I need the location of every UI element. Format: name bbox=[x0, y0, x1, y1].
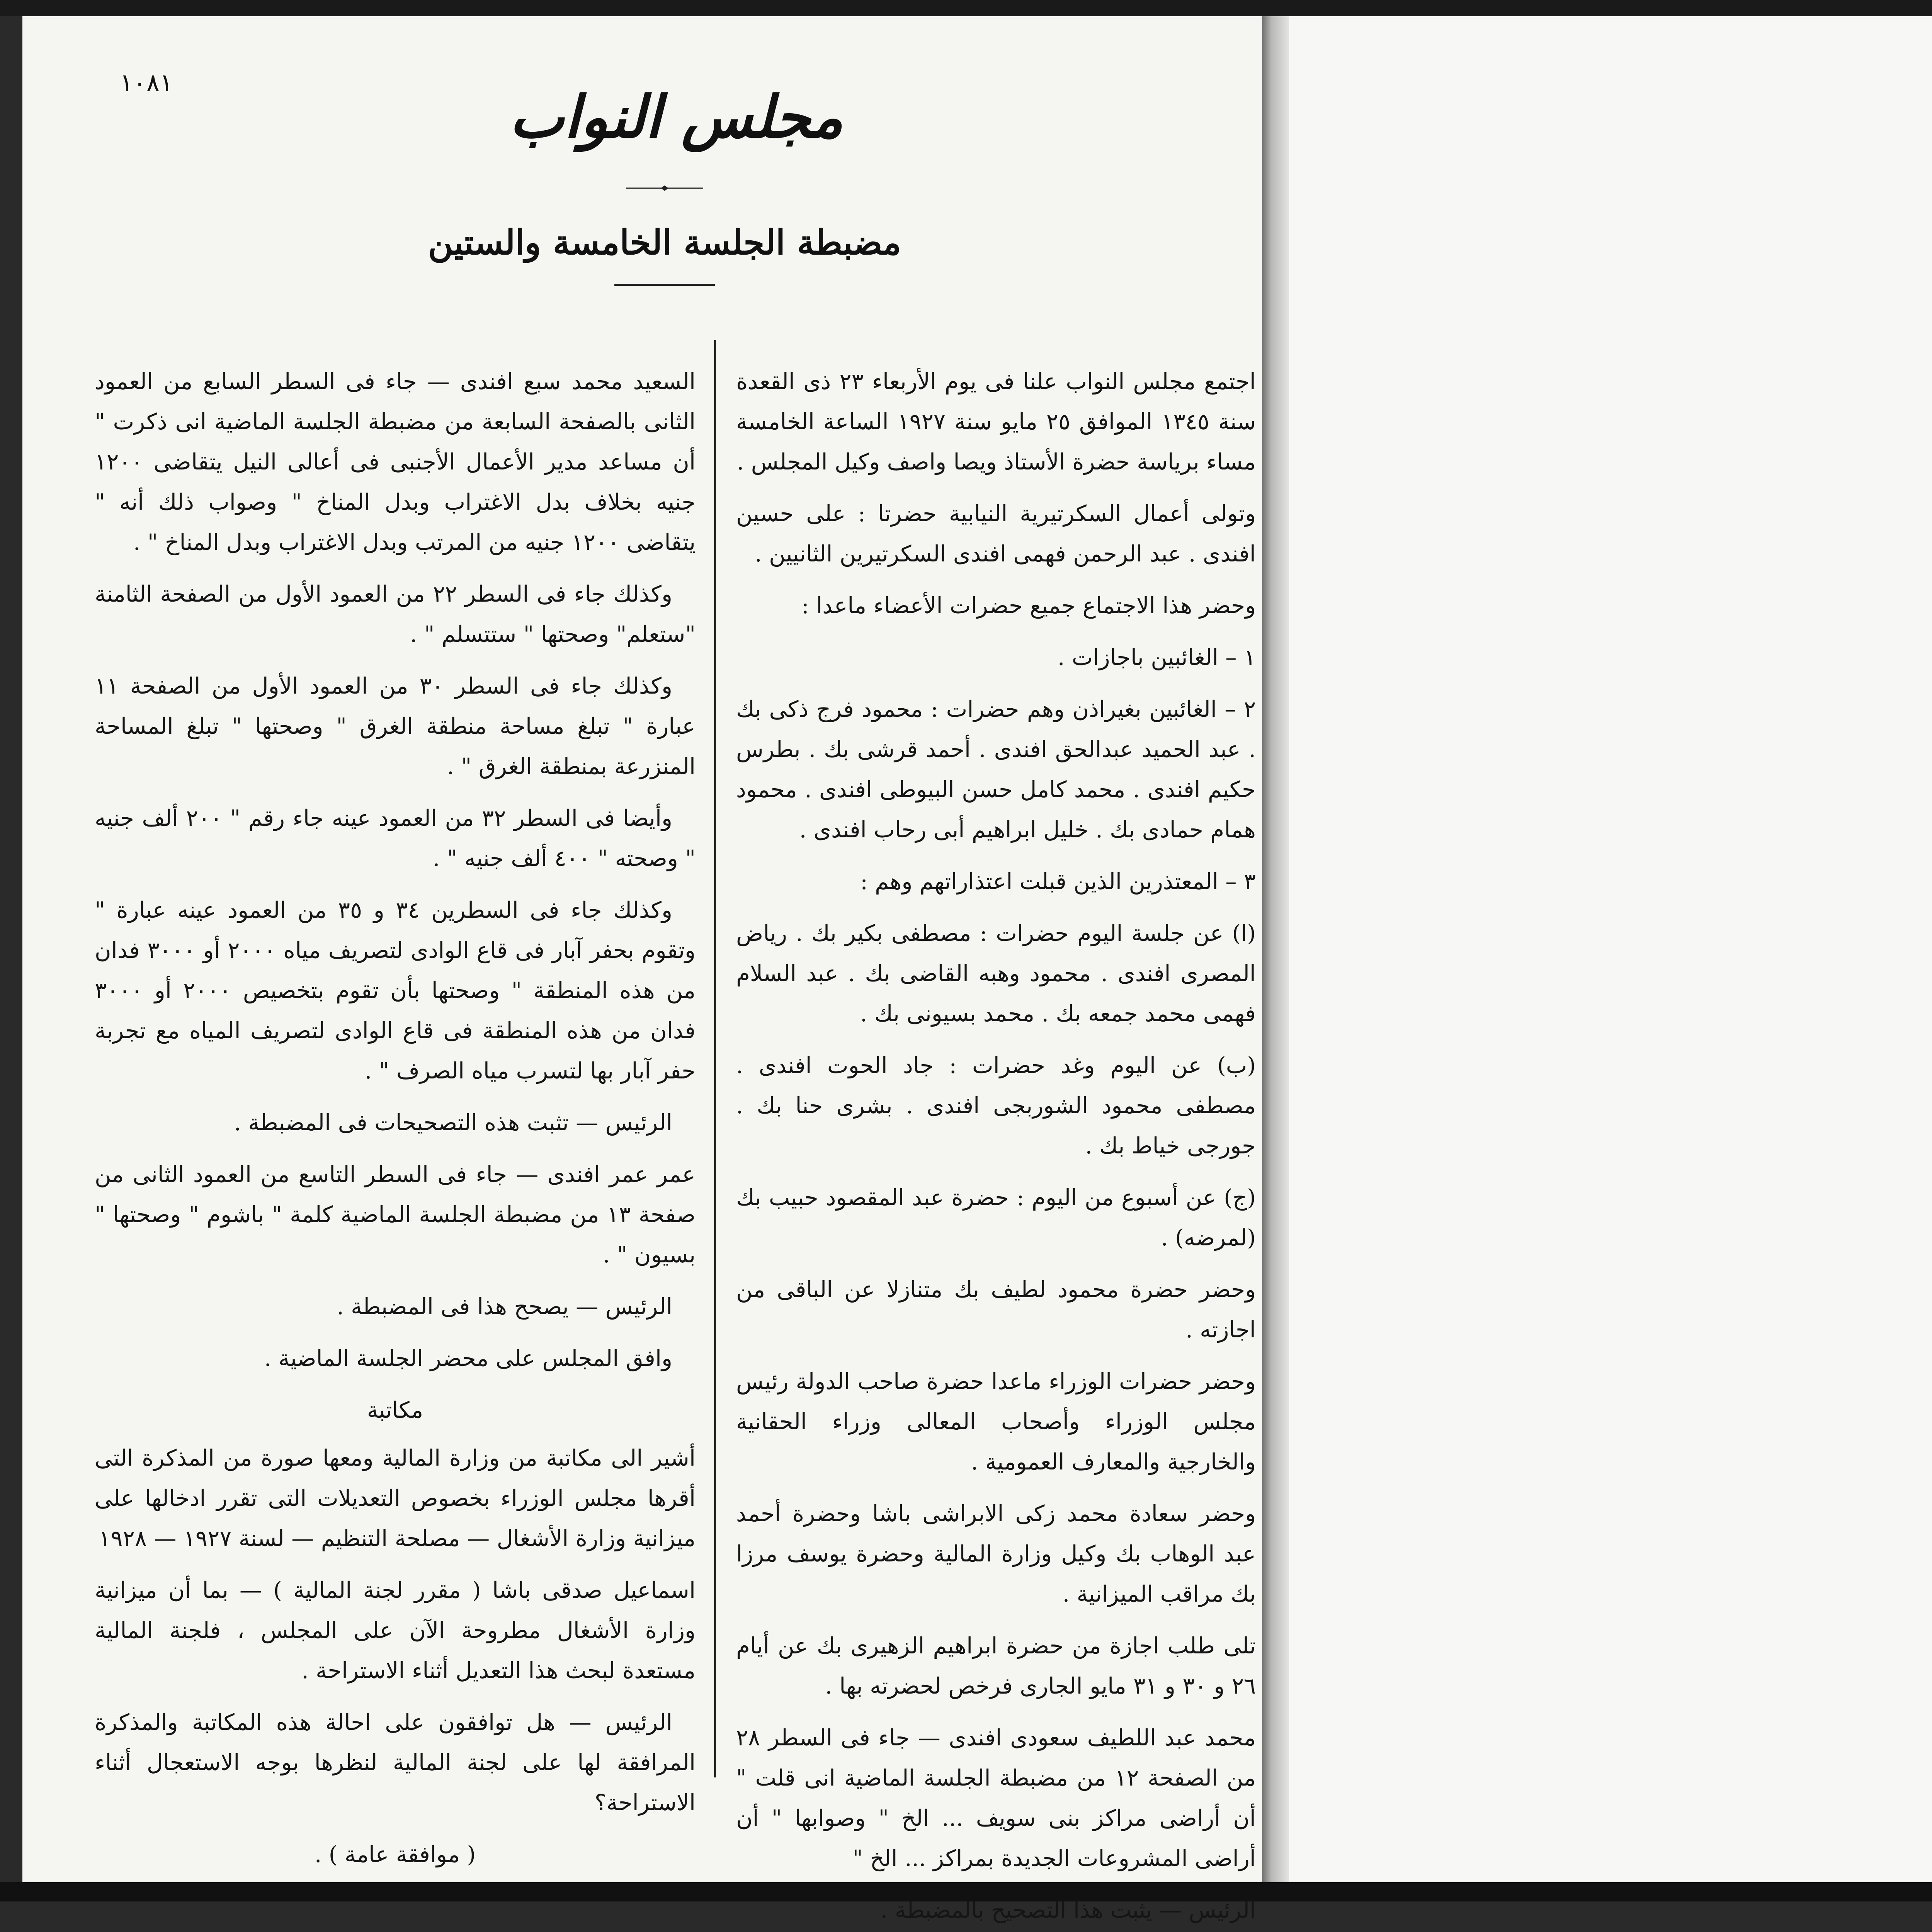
paragraph: الرئيس — يصحح هذا فى المضبطة . bbox=[337, 1293, 672, 1320]
scanner-top-edge bbox=[0, 0, 1932, 16]
paragraph: وكذلك جاء فى السطر ٣٠ من العمود الأول من الصفحة ١١ عبارة " تبلغ مساحة منطقة الغرق " وصحتها " تبلغ المساحة المنزرعة بمنطقة الغرق " . bbox=[95, 673, 696, 779]
paragraph: وحضر هذا الاجتماع جميع حضرات الأعضاء ماعدا : bbox=[801, 592, 1256, 619]
paragraph: وأيضا فى السطر ٣٢ من العمود عينه جاء رقم " ٢٠٠ ألف جنيه " وصحته " ٤٠٠ ألف جنيه " . bbox=[95, 805, 696, 871]
left-text-column bbox=[95, 361, 696, 1882]
paragraph: وتولى أعمال السكرتيرية النيابية حضرتا : على حسين افندى . عبد الرحمن فهمى افندى السكرتيرين الثانيين . bbox=[736, 500, 1256, 567]
paragraph: عمر عمر افندى — جاء فى السطر التاسع من العمود الثانى من صفحة ١٣ من مضبطة الجلسة الماضية كلمة " باشوم " وصحتها " بسيون " . bbox=[95, 1161, 696, 1268]
session-title: مضبطة الجلسة الخامسة والستين bbox=[428, 222, 901, 262]
section-subheading: مكاتبة bbox=[367, 1397, 423, 1423]
paragraph: وحضر سعادة محمد زكى الابراشى باشا وحضرة أحمد عبد الوهاب بك وكيل وزارة المالية وحضرة يوسف مرزا بك مراقب الميزانية . bbox=[736, 1500, 1256, 1607]
column-divider bbox=[714, 340, 716, 1777]
book-gutter bbox=[1262, 16, 1289, 1901]
paragraph: ٢ – الغائبين بغيراذن وهم حضرات : محمود فرج ذكى بك . عبد الحميد عبدالحق افندى . أحمد قرشى بك . بطرس حكيم افندى . محمد كامل حسن البيوطى افندى . محمود همام حمادى بك . خليل ابراهيم أبى رحاب افندى . bbox=[736, 696, 1256, 843]
paragraph: اسماعيل صدقى باشا ( مقرر لجنة المالية ) — بما أن ميزانية وزارة الأشغال مطروحة الآن على المجلس ، فلجنة المالية مستعدة لبحث هذا التعديل أثناء الاستراحة . bbox=[95, 1577, 696, 1684]
paragraph: ٣ – المعتذرين الذين قبلت اعتذاراتهم وهم : bbox=[860, 868, 1256, 895]
paragraph: أشير الى مكاتبة من وزارة المالية ومعها صورة من المذكرة التى أقرها مجلس الوزراء بخصوص التعديلات التى تقرر ادخالها على ميزانية وزارة الأشغال — مصلحة التنظيم — لسنة ١٩٢٧ — ١٩٢٨ bbox=[95, 1445, 696, 1551]
right-text-column bbox=[736, 361, 1256, 1932]
title-rule bbox=[614, 284, 715, 286]
paragraph: (ا) عن جلسة اليوم حضرات : مصطفى بكير بك . رياض المصرى افندى . محمود وهبه القاضى بك . عبد السلام فهمى محمد جمعه بك . محمد بسيونى بك . bbox=[736, 920, 1256, 1027]
paragraph: الرئيس — تثبت هذه التصحيحات فى المضبطة . bbox=[234, 1109, 672, 1136]
paragraph: اجتمع مجلس النواب علنا فى يوم الأربعاء ٢٣ ذى القعدة سنة ١٣٤٥ الموافق ٢٥ مايو سنة ١٩٢٧ الساعة الخامسة مساء برياسة حضرة الأستاذ ويصا واصف وكيل المجلس . bbox=[736, 368, 1256, 475]
paragraph: وكذلك جاء فى السطر ٢٢ من العمود الأول من الصفحة الثامنة "ستعلم" وصحتها " ستتسلم " . bbox=[95, 581, 696, 647]
paragraph: (ج) عن أسبوع من اليوم : حضرة عبد المقصود حبيب بك (لمرضه) . bbox=[736, 1184, 1256, 1251]
paragraph: وحضر حضرات الوزراء ماعدا حضرة صاحب الدولة رئيس مجلس الوزراء وأصحاب المعالى وزراء الحقانية والخارجية والمعارف العمومية . bbox=[736, 1368, 1256, 1475]
paragraph: الرئيس — يثبت هذا التصحيح بالمضبطة . bbox=[880, 1897, 1256, 1923]
page-title: مجلس النواب bbox=[509, 83, 843, 151]
paragraph: ١ – الغائبين باجازات . bbox=[1057, 644, 1256, 670]
paragraph: محمد عبد اللطيف سعودى افندى — جاء فى السطر ٢٨ من الصفحة ١٢ من مضبطة الجلسة الماضية انى قلت " أن أراضى مراكز بنى سويف ... الخ " وصوابها " أن أراضى المشروعات الجديدة بمراكز ... الخ " bbox=[736, 1725, 1256, 1871]
paragraph: تلى طلب اجازة من حضرة ابراهيم الزهيرى بك عن أيام ٢٦ و ٣٠ و ٣١ مايو الجارى فرخص لحضرته بها . bbox=[736, 1633, 1256, 1699]
paragraph: وافق المجلس على محضر الجلسة الماضية . bbox=[264, 1345, 672, 1371]
paragraph: الرئيس — هل توافقون على احالة هذه المكاتبة والمذكرة المرافقة لها على لجنة المالية لنظرها بوجه الاستعجال أثناء الاستراحة؟ bbox=[95, 1709, 696, 1816]
paragraph: ( موافقة عامة ) . bbox=[314, 1841, 476, 1867]
right-blank-page bbox=[1289, 16, 1932, 1901]
title-ornament bbox=[626, 185, 703, 191]
paragraph: (ب) عن اليوم وغد حضرات : جاد الحوت افندى . مصطفى محمود الشوربجى افندى . بشرى حنا بك . جورجى خياط بك . bbox=[736, 1052, 1256, 1159]
paragraph: السعيد محمد سبع افندى — جاء فى السطر السابع من العمود الثانى بالصفحة السابعة من مضبطة الجلسة الماضية انى ذكرت " أن مساعد مدير الأعمال الأجنبى فى أعالى النيل يتقاضى ١٢٠٠ جنيه بخلاف بدل الاغتراب وبدل المناخ " وصواب ذلك أنه " يتقاضى ١٢٠٠ جنيه من المرتب وبدل الاغتراب وبدل المناخ " . bbox=[95, 368, 696, 555]
page-number: ١٠٨١ bbox=[120, 69, 173, 97]
paragraph: وحضر حضرة محمود لطيف بك متنازلا عن الباقى من اجازته . bbox=[736, 1276, 1256, 1343]
paragraph: وكذلك جاء فى السطرين ٣٤ و ٣٥ من العمود عينه عبارة " وتقوم بحفر آبار فى قاع الوادى لتصريف مياه ٢٠٠٠ أو ٣٠٠٠ فدان من هذه المنطقة " وصحتها بأن تقوم بتخصيص ٢٠٠٠ أو ٣٠٠٠ فدان من هذه المنطقة فى قاع الوادى لتصريف المياه مع تجربة حفر آبار بها لتسرب مياه الصرف " . bbox=[95, 897, 696, 1084]
